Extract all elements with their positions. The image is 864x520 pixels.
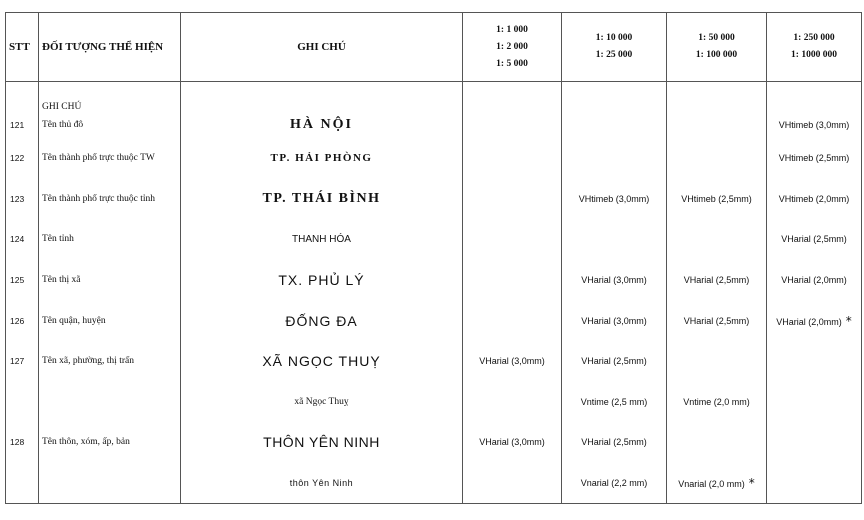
scale-label: 1: 5 000 (496, 58, 528, 69)
scale-label: 1: 100 000 (695, 50, 738, 60)
row-stt: 126 (6, 300, 39, 341)
row-spec-scale-2: VHtimeb (3,0mm) (562, 179, 667, 220)
row-stt (6, 463, 39, 504)
row-object: Tên thủ đô (39, 112, 181, 138)
scale-label: 1: 2 000 (496, 41, 528, 52)
header-stt: STT (6, 13, 39, 82)
sample-text: THANH HÓA (292, 233, 351, 245)
group-title: GHI CHÚ (39, 96, 181, 112)
row-spec-scale-4 (767, 341, 862, 382)
row-stt: 124 (6, 219, 39, 260)
row-spec-scale-4 (767, 300, 862, 341)
sample-text: TP. HẢI PHÒNG (270, 152, 373, 165)
sample-text: HÀ NỘI (290, 117, 353, 132)
row-object: Tên thành phố trực thuộc tỉnh (39, 179, 181, 220)
row-spec-scale-3 (667, 219, 767, 260)
row-spec-scale-4: VHtimeb (2,5mm) (767, 138, 862, 179)
row-spec-scale-1 (463, 463, 562, 504)
row-spec-scale-2: VHarial (3,0mm) (562, 260, 667, 301)
row-note-sample (181, 463, 463, 504)
row-spec-scale-3: Vntime (2,0 mm) (667, 382, 767, 423)
row-spec-scale-2: Vnarial (2,2 mm) (562, 463, 667, 504)
sample-text: XÃ NGỌC THUỴ (262, 353, 381, 370)
table-row (6, 179, 862, 220)
row-spec-scale-1 (463, 382, 562, 423)
scale-label: 1: 1000 000 (791, 50, 837, 60)
row-spec-scale-4: VHarial (2,0mm) (767, 260, 862, 301)
scale-label: 1: 50 000 (698, 33, 735, 43)
asterisk-mark: * (845, 313, 852, 328)
row-spec-scale-2: VHarial (3,0mm) (562, 300, 667, 341)
row-spec-scale-1 (463, 179, 562, 220)
asterisk-mark: * (748, 476, 755, 491)
scale-label: 1: 1 000 (496, 24, 528, 35)
table-row (6, 300, 862, 341)
header-scale-3 (667, 13, 767, 82)
row-spec-scale-1 (463, 219, 562, 260)
row-spec-scale-2 (562, 112, 667, 138)
row-stt: 121 (6, 112, 39, 138)
row-stt: 128 (6, 422, 39, 463)
row-spec-scale-4: VHarial (2,5mm) (767, 219, 862, 260)
group-title-row (6, 96, 862, 112)
legend-page (5, 12, 861, 517)
table-row (6, 112, 862, 138)
header-row (6, 13, 862, 82)
table-row (6, 260, 862, 301)
row-stt (6, 382, 39, 423)
row-spec-scale-3 (667, 138, 767, 179)
row-spec-scale-4: VHtimeb (3,0mm) (767, 112, 862, 138)
row-object: Tên thị xã (39, 260, 181, 301)
row-spec-scale-2: VHarial (2,5mm) (562, 422, 667, 463)
row-object: Tên quận, huyện (39, 300, 181, 341)
scale-label: 1: 250 000 (793, 33, 835, 43)
row-spec-scale-3: VHarial (2,5mm) (667, 260, 767, 301)
row-spec-scale-3: VHtimeb (2,5mm) (667, 179, 767, 220)
header-scale-1 (463, 13, 562, 82)
table-row (6, 138, 862, 179)
spacer-row (6, 82, 862, 97)
table-row (6, 463, 862, 504)
row-note-sample (181, 112, 463, 138)
row-note-sample (181, 260, 463, 301)
row-spec-scale-2 (562, 219, 667, 260)
scale-label: 1: 10 000 (595, 33, 633, 43)
row-spec-scale-3 (667, 463, 767, 504)
row-spec-scale-4 (767, 382, 862, 423)
row-spec-scale-1: VHarial (3,0mm) (463, 422, 562, 463)
row-spec-scale-1: VHarial (3,0mm) (463, 341, 562, 382)
table-row (6, 341, 862, 382)
row-note-sample (181, 138, 463, 179)
scale-label: 1: 25 000 (595, 50, 633, 60)
row-stt: 125 (6, 260, 39, 301)
row-stt: 122 (6, 138, 39, 179)
table-row (6, 382, 862, 423)
row-spec-scale-3: VHarial (2,5mm) (667, 300, 767, 341)
row-spec-scale-3 (667, 422, 767, 463)
sample-text: thôn Yên Ninh (289, 477, 354, 488)
row-spec-scale-1 (463, 112, 562, 138)
row-note-sample (181, 422, 463, 463)
row-note-sample (181, 382, 463, 423)
row-note-sample (181, 341, 463, 382)
row-object: Tên thôn, xóm, ấp, bản (39, 422, 181, 463)
row-spec-scale-3 (667, 341, 767, 382)
row-object: Tên tỉnh (39, 219, 181, 260)
row-spec-scale-4: VHtimeb (2,0mm) (767, 179, 862, 220)
row-spec-scale-4 (767, 463, 862, 504)
row-spec-scale-2: Vntime (2,5 mm) (562, 382, 667, 423)
symbol-legend-table (5, 12, 862, 504)
row-note-sample (181, 219, 463, 260)
row-spec-scale-4 (767, 422, 862, 463)
spec-text: VHarial (2,0mm) (776, 316, 842, 327)
header-note: GHI CHÚ (181, 13, 463, 82)
row-note-sample (181, 300, 463, 341)
row-object (39, 382, 181, 423)
row-note-sample (181, 179, 463, 220)
row-spec-scale-1 (463, 138, 562, 179)
row-spec-scale-2: VHarial (2,5mm) (562, 341, 667, 382)
row-stt: 123 (6, 179, 39, 220)
sample-text: TX. PHỦ LÝ (278, 272, 365, 289)
sample-text: ĐỐNG ĐA (285, 312, 358, 329)
sample-text: TP. THÁI BÌNH (262, 190, 381, 206)
header-object: ĐỐI TƯỢNG THỂ HIỆN (39, 13, 181, 82)
header-scale-4 (767, 13, 862, 82)
sample-text: xã Ngọc Thuỵ (294, 396, 349, 407)
row-spec-scale-1 (463, 260, 562, 301)
table-row (6, 219, 862, 260)
header-scale-2 (562, 13, 667, 82)
row-object: Tên thành phố trực thuộc TW (39, 138, 181, 179)
row-object: Tên xã, phường, thị trấn (39, 341, 181, 382)
row-spec-scale-2 (562, 138, 667, 179)
row-spec-scale-1 (463, 300, 562, 341)
row-spec-scale-3 (667, 112, 767, 138)
row-stt: 127 (6, 341, 39, 382)
sample-text: THÔN YÊN NINH (263, 434, 380, 451)
table-row (6, 422, 862, 463)
row-object (39, 463, 181, 504)
spec-text: Vnarial (2,0 mm) (678, 479, 745, 490)
